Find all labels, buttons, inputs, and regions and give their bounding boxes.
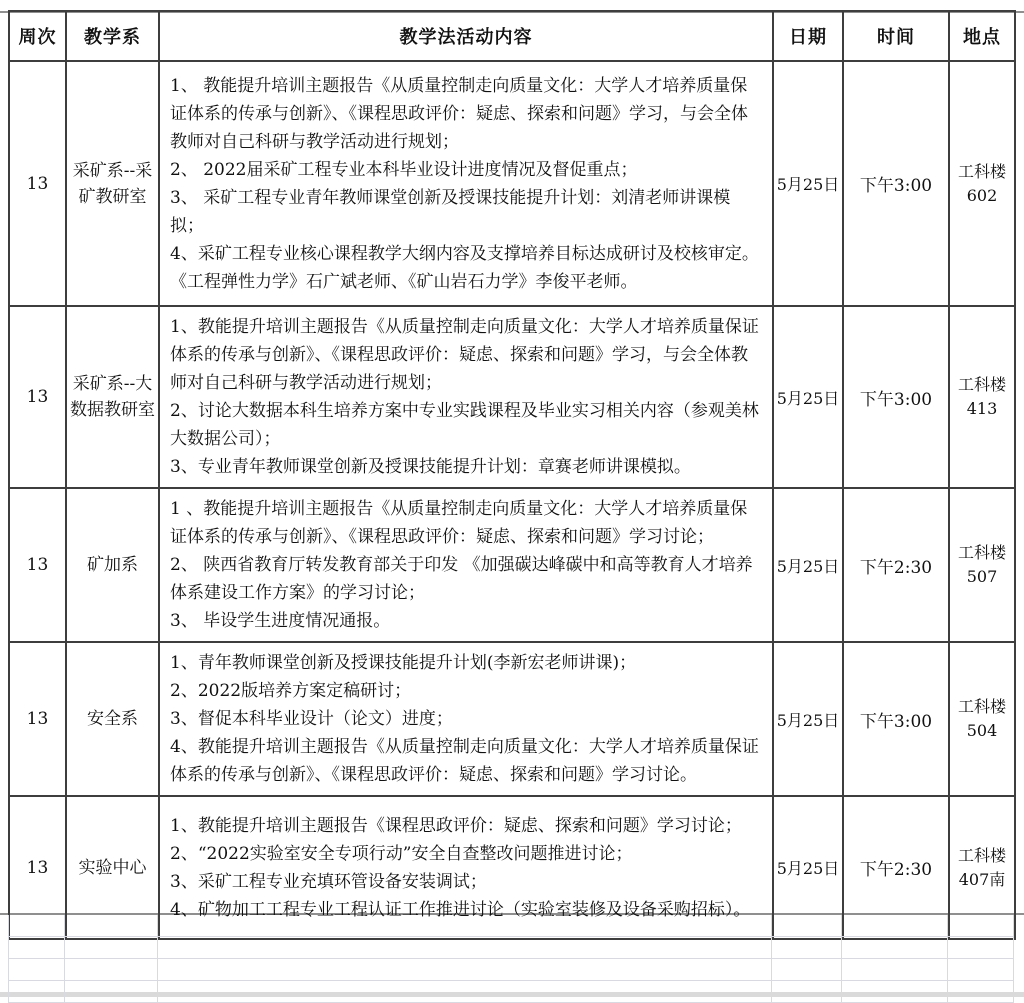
cell-date: 5月25日 — [773, 642, 843, 796]
cell-location: 工科楼 504 — [949, 642, 1015, 796]
cell-department: 安全系 — [66, 642, 159, 796]
empty-cell — [65, 937, 158, 959]
activity-item: 3、采矿工程专业充填环管设备安装调试； — [170, 871, 487, 892]
activity-item: 3、督促本科毕业设计（论文）进度； — [170, 709, 453, 729]
table-row — [9, 306, 1015, 488]
activity-item: 2、 2022届采矿工程专业本科毕业设计进度情况及督促重点； — [170, 159, 638, 180]
empty-cell — [158, 915, 772, 937]
cell-date: 5月25日 — [773, 306, 843, 488]
empty-cell — [772, 937, 842, 959]
empty-cell — [842, 981, 948, 1003]
activity-item: 1、教能提升培训主题报告《课程思政评价：疑虑、探索和问题》学习讨论； — [170, 815, 742, 836]
empty-cell — [65, 981, 158, 1003]
header-location: 地点 — [949, 11, 1015, 61]
cell-department: 采矿系--大数据教研室 — [66, 306, 159, 488]
activity-item: 1 、教能提升培训主题报告《从质量控制走向质量文化：大学人才培养质量保证体系的传承与创新》、《课程思政评价：疑虑、探索和问题》学习讨论； — [170, 499, 748, 547]
cell-time: 下午2:30 — [843, 488, 949, 642]
empty-spreadsheet-rows — [8, 915, 1014, 1003]
cell-week: 13 — [9, 488, 66, 642]
empty-cell — [948, 915, 1014, 937]
cell-activities — [159, 488, 773, 642]
activity-item: 4、采矿工程专业核心课程教学大纲内容及支撑培养目标达成研讨及校核审定。《工程弹性力学》石广斌老师、《矿山岩石力学》李俊平老师。 — [170, 243, 759, 292]
empty-cell — [772, 915, 842, 937]
activity-item: 3、 毕设学生进度情况通报。 — [170, 611, 391, 631]
empty-cell — [8, 959, 65, 981]
cell-date: 5月25日 — [773, 796, 843, 939]
header-date: 日期 — [773, 11, 843, 61]
cell-department: 矿加系 — [66, 488, 159, 642]
cell-location: 工科楼 407南 — [949, 796, 1015, 939]
cell-week: 13 — [9, 642, 66, 796]
empty-row — [8, 959, 1014, 981]
cell-location: 工科楼 602 — [949, 61, 1015, 306]
cell-time: 下午3:00 — [843, 642, 949, 796]
empty-row — [8, 937, 1014, 959]
empty-row — [8, 915, 1014, 937]
empty-cell — [948, 937, 1014, 959]
cell-week: 13 — [9, 306, 66, 488]
cell-activities — [159, 306, 773, 488]
teaching-schedule-table — [8, 10, 1016, 940]
empty-cell — [948, 959, 1014, 981]
cell-department: 实验中心 — [66, 796, 159, 939]
cell-department: 采矿系--采矿教研室 — [66, 61, 159, 306]
cell-activities — [159, 61, 773, 306]
header-activity-content: 教学法活动内容 — [159, 11, 773, 61]
cell-date: 5月25日 — [773, 488, 843, 642]
cell-week: 13 — [9, 61, 66, 306]
activity-item: 2、 陕西省教育厅转发教育部关于印发 《加强碳达峰碳中和高等教育人才培养体系建设工作方案》的学习讨论； — [170, 555, 753, 603]
cell-time: 下午3:00 — [843, 306, 949, 488]
activity-item: 2、“2022实验室安全专项行动”安全自查整改问题推进讨论； — [170, 843, 633, 864]
empty-row — [8, 981, 1014, 1003]
empty-cell — [842, 937, 948, 959]
activity-item: 2、2022版培养方案定稿研讨； — [170, 681, 412, 701]
empty-cell — [772, 959, 842, 981]
empty-cell — [772, 981, 842, 1003]
table-row — [9, 488, 1015, 642]
activity-item: 2、讨论大数据本科生培养方案中专业实践课程及毕业实习相关内容（参观美林大数据公司）； — [170, 401, 759, 449]
empty-cell — [8, 937, 65, 959]
header-time: 时间 — [843, 11, 949, 61]
cell-location: 工科楼 413 — [949, 306, 1015, 488]
activity-item: 3、专业青年教师课堂创新及授课技能提升计划：章赛老师讲课模拟。 — [170, 457, 691, 477]
empty-cell — [158, 959, 772, 981]
activity-item: 1、青年教师课堂创新及授课技能提升计划(李新宏老师讲课)； — [170, 653, 637, 673]
cell-location: 工科楼 507 — [949, 488, 1015, 642]
table-row — [9, 642, 1015, 796]
empty-cell — [948, 981, 1014, 1003]
header-department: 教学系 — [66, 11, 159, 61]
activity-item: 1、 教能提升培训主题报告《从质量控制走向质量文化：大学人才培养质量保证体系的传承与创新》、《课程思政评价：疑虑、探索和问题》学习，与会全体教师对自己科研与教学活动进行规划； — [170, 75, 748, 152]
header-row — [9, 11, 1015, 61]
header-week: 周次 — [9, 11, 66, 61]
activity-item: 1、教能提升培训主题报告《从质量控制走向质量文化：大学人才培养质量保证体系的传承与创新》、《课程思政评价：疑虑、探索和问题》学习，与会全体教师对自己科研与教学活动进行规划； — [170, 317, 759, 393]
cell-activities — [159, 642, 773, 796]
empty-cell — [65, 915, 158, 937]
activity-item: 4、矿物加工工程专业工程认证工作推进讨论（实验室装修及设备采购招标）。 — [170, 899, 751, 920]
cell-date: 5月25日 — [773, 61, 843, 306]
empty-cell — [158, 937, 772, 959]
activity-item: 4、教能提升培训主题报告《从质量控制走向质量文化：大学人才培养质量保证体系的传承与创新》、《课程思政评价：疑虑、探索和问题》学习讨论。 — [170, 737, 759, 785]
empty-cell — [842, 915, 948, 937]
empty-cell — [158, 981, 772, 1003]
cell-week: 13 — [9, 796, 66, 939]
cell-time: 下午2:30 — [843, 796, 949, 939]
empty-cell — [842, 959, 948, 981]
activity-item: 3、 采矿工程专业青年教师课堂创新及授课技能提升计划：刘清老师讲课模拟； — [170, 187, 731, 236]
empty-cell — [65, 959, 158, 981]
table-row — [9, 61, 1015, 306]
empty-cell — [8, 981, 65, 1003]
empty-cell — [8, 915, 65, 937]
cell-time: 下午3:00 — [843, 61, 949, 306]
